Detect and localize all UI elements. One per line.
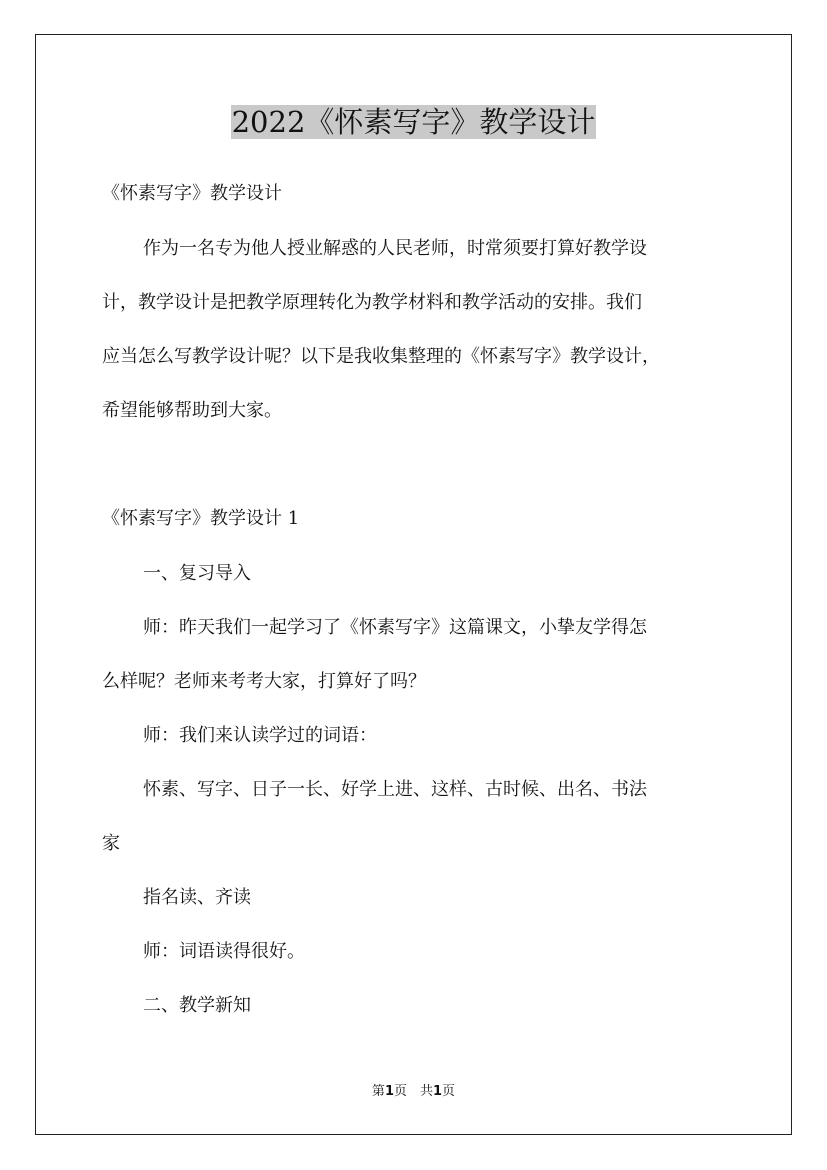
body-line-3: 么样呢？老师来考考大家，打算好了吗？ <box>102 671 426 692</box>
footer-page-suffix: 页 <box>442 1084 456 1099</box>
intro-line-1: 作为一名专为他人授业解惑的人民老师，时常须要打算好教学设 <box>143 238 647 259</box>
body-line-2: 师：昨天我们一起学习了《怀素写字》这篇课文，小挚友学得怎 <box>143 617 647 638</box>
body-line-6: 家 <box>102 833 120 854</box>
footer-page-mid: 页 共 <box>393 1084 433 1099</box>
document-title <box>0 102 827 142</box>
intro-line-2: 计，教学设计是把教学原理转化为教学材料和教学活动的安排。我们 <box>102 292 642 313</box>
intro-line-4: 希望能够帮助到大家。 <box>102 400 282 421</box>
page-footer <box>0 1083 827 1101</box>
body-line-4: 师：我们来认读学过的词语： <box>143 725 377 746</box>
document-subtitle: 《怀素写字》教学设计 <box>102 183 282 204</box>
body-line-8: 师：词语读得很好。 <box>143 941 305 962</box>
document-title-text: 2022《怀素写字》教学设计 <box>231 105 596 139</box>
footer-page-prefix: 第 <box>371 1084 385 1099</box>
intro-line-3: 应当怎么写教学设计呢？以下是我收集整理的《怀素写字》教学设计， <box>102 346 660 367</box>
body-line-5: 怀素、写字、日子一长、好学上进、这样、古时候、出名、书法 <box>143 779 647 800</box>
footer-page-current: 1 <box>384 1084 394 1099</box>
body-line-9: 二、教学新知 <box>143 995 251 1016</box>
body-line-1: 一、复习导入 <box>143 563 251 584</box>
footer-page-total: 1 <box>433 1084 443 1099</box>
section-heading: 《怀素写字》教学设计 1 <box>102 508 300 529</box>
body-line-7: 指名读、齐读 <box>143 887 251 908</box>
